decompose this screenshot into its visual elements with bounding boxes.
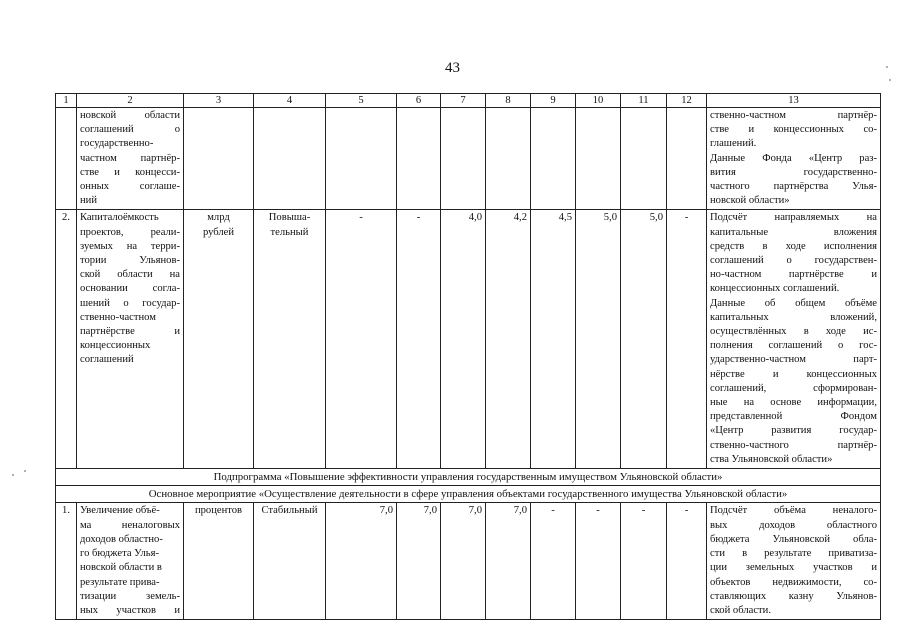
indicator-name-cell: Увеличение объё- ма неналоговых доходов областно- го бюджета Улья- новской области в результате прива- тизации земель- ных участков и: [77, 503, 184, 620]
header-cell: 11: [621, 94, 667, 108]
value-cell: -: [397, 210, 441, 469]
header-cell: 7: [441, 94, 486, 108]
indicator-name-cell: Капиталоёмкость проектов, реали- зуемых на терри- тории Ульянов- ской области на основании согла- шений о государ- ственно-частном партнёрстве и концессионных соглашений: [77, 210, 184, 469]
header-cell: 9: [531, 94, 576, 108]
row-number-cell: 2.: [56, 210, 77, 469]
header-cell: 3: [184, 94, 254, 108]
page-number: 43: [445, 60, 460, 76]
scan-speck: [886, 66, 888, 68]
header-cell: 10: [576, 94, 621, 108]
value-cell: 7,0: [486, 503, 531, 620]
subprogram-title: Подпрограмма «Повышение эффективности управления государственным имуществом Ульяновской области»: [56, 469, 881, 486]
header-cell: 8: [486, 94, 531, 108]
header-cell: 12: [667, 94, 707, 108]
unit-cell: [184, 108, 254, 210]
scan-speck: [889, 79, 891, 81]
trend-cell: Повыша- тельный: [254, 210, 326, 469]
header-cell: 4: [254, 94, 326, 108]
value-cell: 7,0: [326, 503, 397, 620]
value-cell: 7,0: [397, 503, 441, 620]
value-cell: 4,2: [486, 210, 531, 469]
unit-cell: процентов: [184, 503, 254, 620]
value-cell: 4,0: [441, 210, 486, 469]
value-cell: -: [326, 210, 397, 469]
value-cell: -: [667, 210, 707, 469]
table-row-continued: [56, 108, 881, 210]
header-cell: 13: [707, 94, 881, 108]
row-number-cell: 1.: [56, 503, 77, 620]
header-cell: 6: [397, 94, 441, 108]
table-row-2: [56, 210, 881, 469]
header-cell: 1: [56, 94, 77, 108]
trend-cell: [254, 108, 326, 210]
row-number-cell: [56, 108, 77, 210]
main-activity-row: [56, 486, 881, 503]
header-cell: 5: [326, 94, 397, 108]
method-cell: Подсчёт направляемых на капитальные вложения средств в ходе исполнения соглашений о государствен- но-частном партнёрстве и концессионных соглашений. Данные об общем объёме капитальных вложений, осуществлённых в ходе ис- полнения соглашений о гос- ударственно-частном парт- нёрстве и концессионных соглашений, сформирован- ные на основе информации, представленной Фондом «Центр развития государ- ственно-частного партнёр- ства Ульяновской области»: [707, 210, 881, 469]
indicators-table: [55, 93, 881, 620]
value-cell: -: [621, 503, 667, 620]
method-cell: Подсчёт объёма неналого- вых доходов областного бюджета Ульяновской обла- сти в результате приватиза- ции земельных участков и объектов недвижимости, со- ставляющих казну Ульянов- ской области.: [707, 503, 881, 620]
value-cell: 5,0: [576, 210, 621, 469]
main-activity-title: Основное мероприятие «Осуществление деятельности в сфере управления объектами государственного имущества Ульяновской области»: [56, 486, 881, 503]
value-cell: -: [667, 503, 707, 620]
value-cell: 5,0: [621, 210, 667, 469]
value-cell: 7,0: [441, 503, 486, 620]
trend-cell: Стабильный: [254, 503, 326, 620]
indicator-name-cell: новской области соглашений о государственно- частном партнёр- стве и концесси- онных соглаше- ний: [77, 108, 184, 210]
value-cell: -: [531, 503, 576, 620]
value-cell: 4,5: [531, 210, 576, 469]
header-cell: 2: [77, 94, 184, 108]
subprogram-row: [56, 469, 881, 486]
table-row-1: [56, 503, 881, 620]
column-number-row: [56, 94, 881, 108]
scan-speck: [12, 474, 14, 476]
unit-cell: млрд рублей: [184, 210, 254, 469]
method-cell: ственно-частном партнёр- стве и концессионных со- глашений. Данные Фонда «Центр раз- вития государственно- частного партнёрства Улья- новской области»: [707, 108, 881, 210]
scan-speck: [24, 470, 26, 472]
value-cell: -: [576, 503, 621, 620]
